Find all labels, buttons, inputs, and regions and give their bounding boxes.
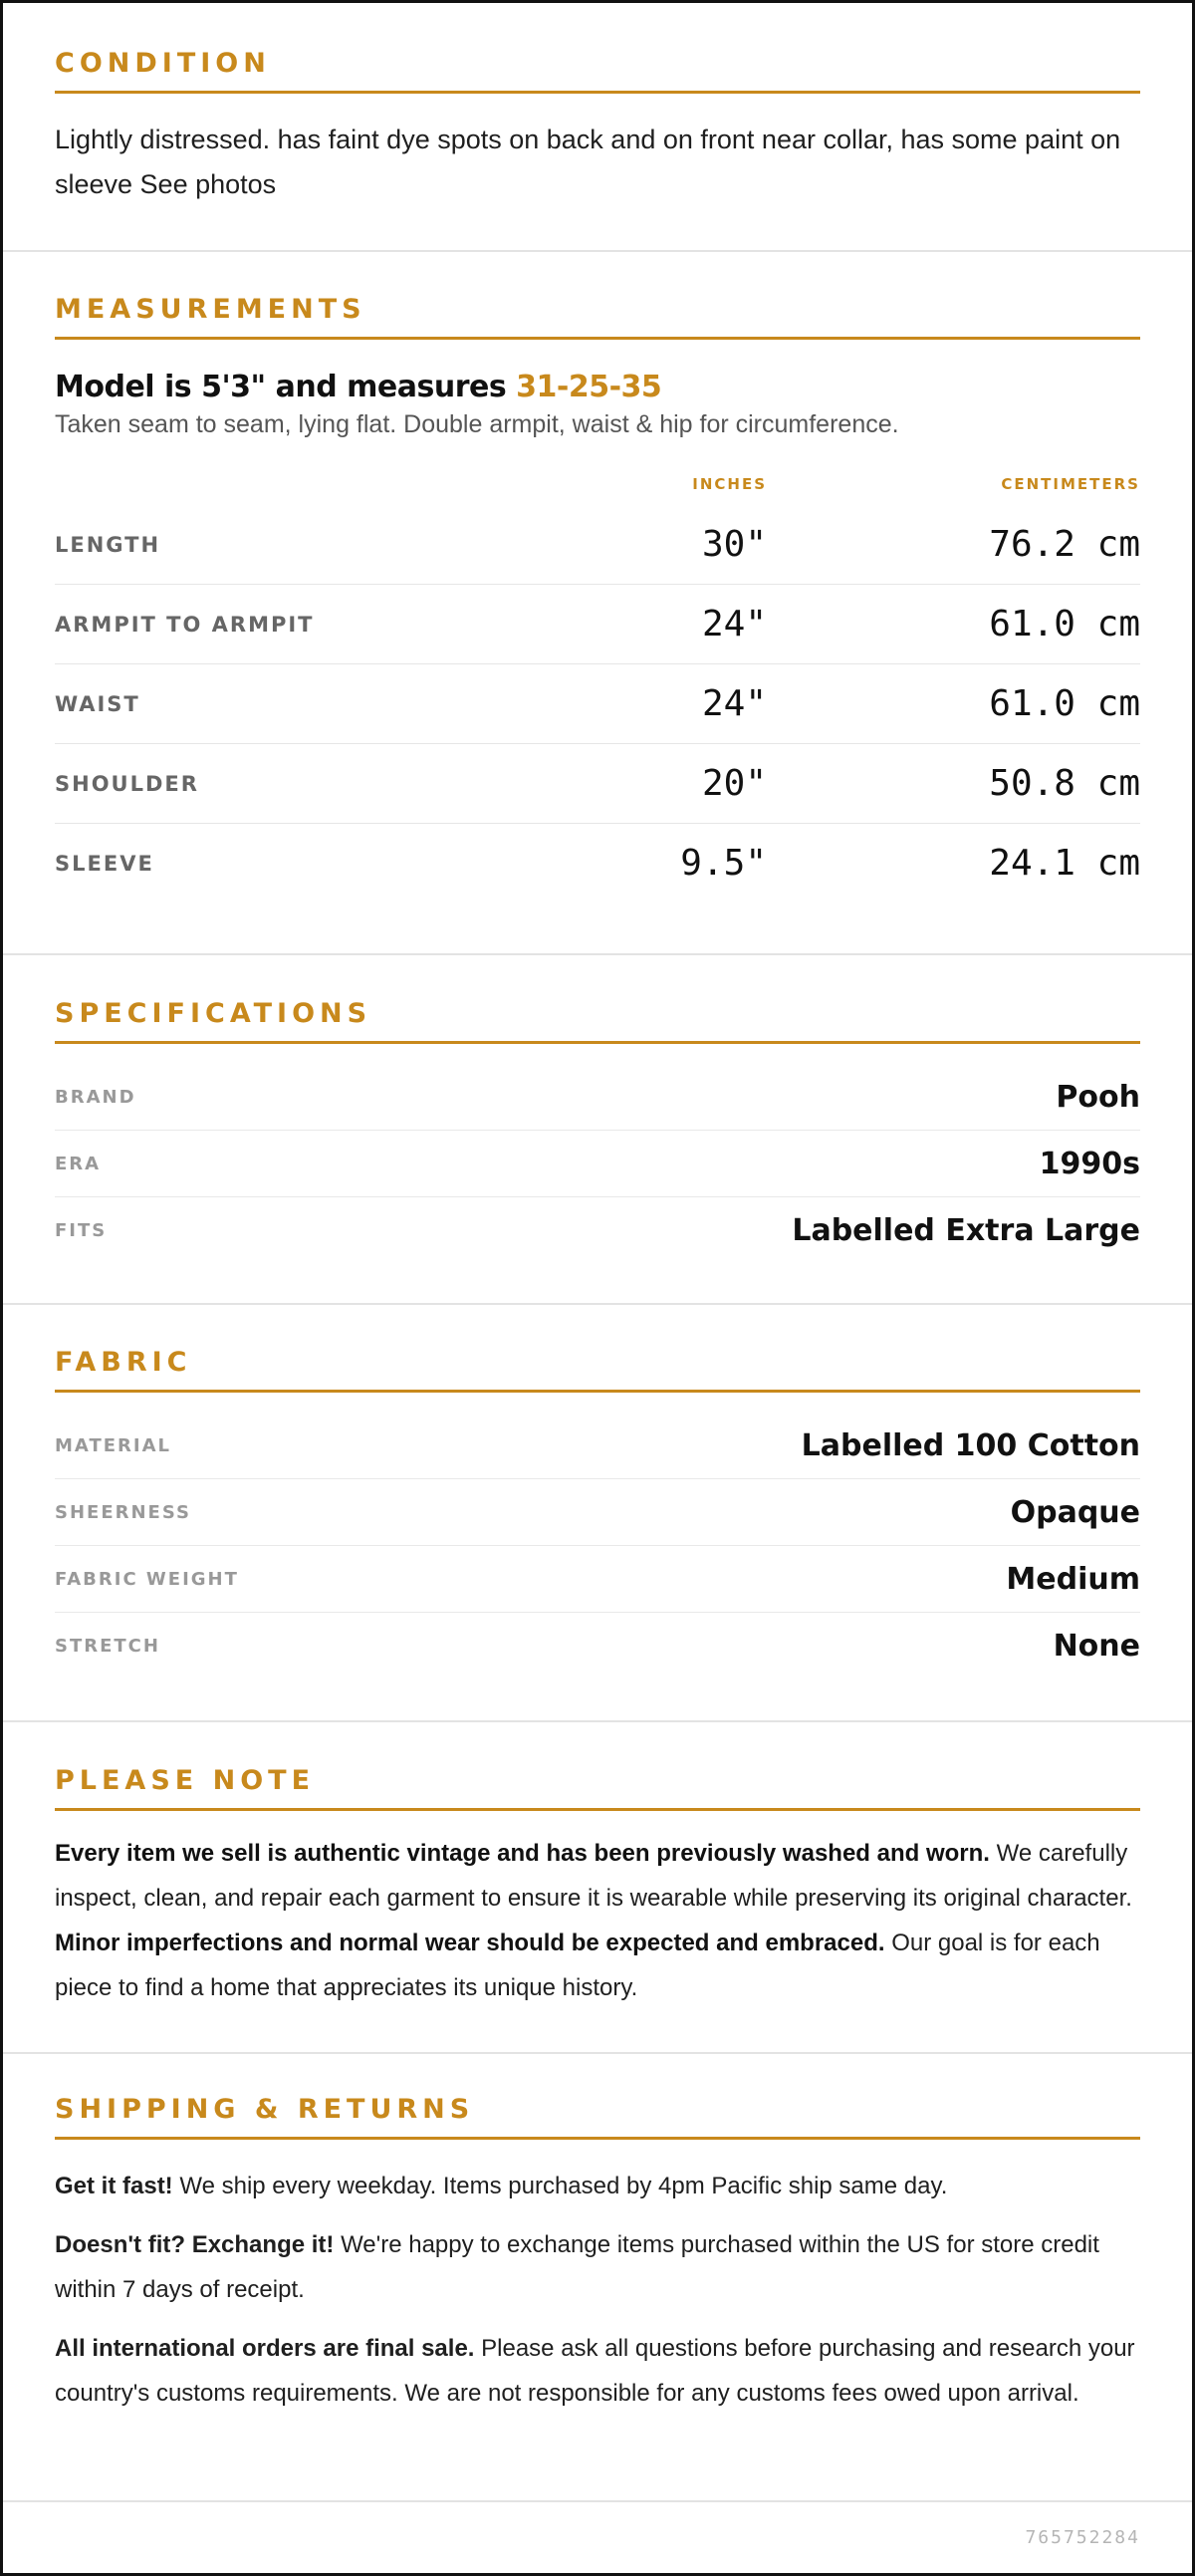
fabric-row-material xyxy=(55,1413,1140,1479)
item-id: 765752284 xyxy=(1025,2527,1140,2548)
spec-key: FITS xyxy=(55,1219,108,1241)
measurement-row-shoulder xyxy=(55,744,1140,824)
measurement-label: SHOULDER xyxy=(55,771,199,796)
measurements-table-header xyxy=(55,469,1140,499)
measurement-label: WAIST xyxy=(55,691,140,716)
fabric-key: STRETCH xyxy=(55,1635,160,1657)
shipping-info xyxy=(55,2164,1140,2416)
spec-row-fits xyxy=(55,1197,1140,1263)
fabric-table xyxy=(55,1413,1140,1678)
measurement-cm: 76.2 cm xyxy=(989,524,1140,565)
fabric-value: Labelled 100 Cotton xyxy=(801,1427,1140,1463)
spec-value: Pooh xyxy=(1056,1079,1140,1115)
measurements-table xyxy=(55,469,1140,902)
spec-key: ERA xyxy=(55,1153,102,1174)
measurement-cm: 24.1 cm xyxy=(989,843,1140,884)
fabric-value: Opaque xyxy=(1010,1494,1140,1530)
measurement-row-armpit xyxy=(55,585,1140,664)
note-bold-2: Minor imperfections and normal wear should be expected and embraced. xyxy=(55,1930,885,1956)
fabric-row-sheerness xyxy=(55,1479,1140,1546)
fabric-key: FABRIC WEIGHT xyxy=(55,1568,239,1590)
note-text-1: We carefully inspect, clean, and repair each garment to ensure it is wearable while preserving its original character. xyxy=(55,1840,1132,1912)
please-note-section xyxy=(3,1722,1192,2054)
fabric-key: SHEERNESS xyxy=(55,1501,191,1523)
shipping-returns-heading: SHIPPING & RETURNS xyxy=(55,2094,1140,2140)
shipping-paragraph-international xyxy=(55,2326,1140,2416)
fabric-row-weight xyxy=(55,1546,1140,1613)
measurement-cm: 61.0 cm xyxy=(989,683,1140,724)
measurement-inches: 30" xyxy=(701,524,767,565)
model-measures-value: 31-25-35 xyxy=(516,370,662,404)
measurement-label: LENGTH xyxy=(55,532,161,557)
specifications-table xyxy=(55,1064,1140,1263)
measurement-inches: 24" xyxy=(701,683,767,724)
measurements-section xyxy=(3,252,1192,955)
specifications-heading: SPECIFICATIONS xyxy=(55,998,1140,1044)
please-note-heading: PLEASE NOTE xyxy=(55,1765,1140,1811)
fabric-value: None xyxy=(1053,1628,1140,1664)
measurement-inches: 24" xyxy=(701,604,767,644)
fabric-row-stretch xyxy=(55,1613,1140,1678)
fabric-section xyxy=(3,1305,1192,1722)
measurements-note: Taken seam to seam, lying flat. Double armpit, waist & hip for circumference. xyxy=(55,410,899,438)
condition-section xyxy=(3,3,1192,252)
measurement-label: ARMPIT TO ARMPIT xyxy=(55,612,315,637)
spec-row-era xyxy=(55,1131,1140,1197)
shipping-text-1: We ship every weekday. Items purchased by 4pm Pacific ship same day. xyxy=(172,2173,948,2199)
condition-text: Lightly distressed. has faint dye spots on back and on front near collar, has some paint on sleeve See photos xyxy=(55,125,1121,199)
measurement-inches: 20" xyxy=(701,763,767,804)
spec-key: BRAND xyxy=(55,1086,136,1108)
measurement-cm: 61.0 cm xyxy=(989,604,1140,644)
note-bold-1: Every item we sell is authentic vintage and has been previously washed and worn. xyxy=(55,1840,990,1867)
shipping-bold-3: All international orders are final sale. xyxy=(55,2335,475,2362)
spec-row-brand xyxy=(55,1064,1140,1131)
please-note-text xyxy=(55,1831,1140,2010)
centimeters-column-header: CENTIMETERS xyxy=(1001,475,1140,493)
measurement-row-length xyxy=(55,505,1140,585)
shipping-text-2: We're happy to exchange items purchased within the US for store credit within 7 days of receipt. xyxy=(55,2231,1099,2303)
shipping-returns-section xyxy=(3,2054,1192,2502)
model-measures-line xyxy=(55,370,1140,404)
note-text-2: Our goal is for each piece to find a home that appreciates its unique history. xyxy=(55,1930,1100,2001)
measurements-heading: MEASUREMENTS xyxy=(55,294,1140,340)
measurement-label: SLEEVE xyxy=(55,851,154,876)
condition-heading: CONDITION xyxy=(55,48,1140,94)
inches-column-header: INCHES xyxy=(692,475,767,493)
model-measures-prefix: Model is 5'3" and measures xyxy=(55,370,517,404)
specifications-section xyxy=(3,955,1192,1305)
measurement-inches: 9.5" xyxy=(680,843,767,884)
fabric-heading: FABRIC xyxy=(55,1347,1140,1393)
shipping-paragraph-exchange xyxy=(55,2222,1140,2312)
fabric-value: Medium xyxy=(1006,1561,1140,1597)
shipping-paragraph-fast xyxy=(55,2164,1140,2208)
fabric-key: MATERIAL xyxy=(55,1434,171,1456)
measurement-row-waist xyxy=(55,664,1140,744)
shipping-text-3: Please ask all questions before purchasing and research your country's customs requirements. We are not responsible for any customs fees owed upon arrival. xyxy=(55,2335,1135,2407)
spec-value: 1990s xyxy=(1039,1146,1140,1181)
measurement-row-sleeve xyxy=(55,824,1140,902)
shipping-bold-2: Doesn't fit? Exchange it! xyxy=(55,2231,335,2258)
spec-value: Labelled Extra Large xyxy=(792,1212,1140,1248)
shipping-bold-1: Get it fast! xyxy=(55,2173,173,2199)
measurement-cm: 50.8 cm xyxy=(989,763,1140,804)
